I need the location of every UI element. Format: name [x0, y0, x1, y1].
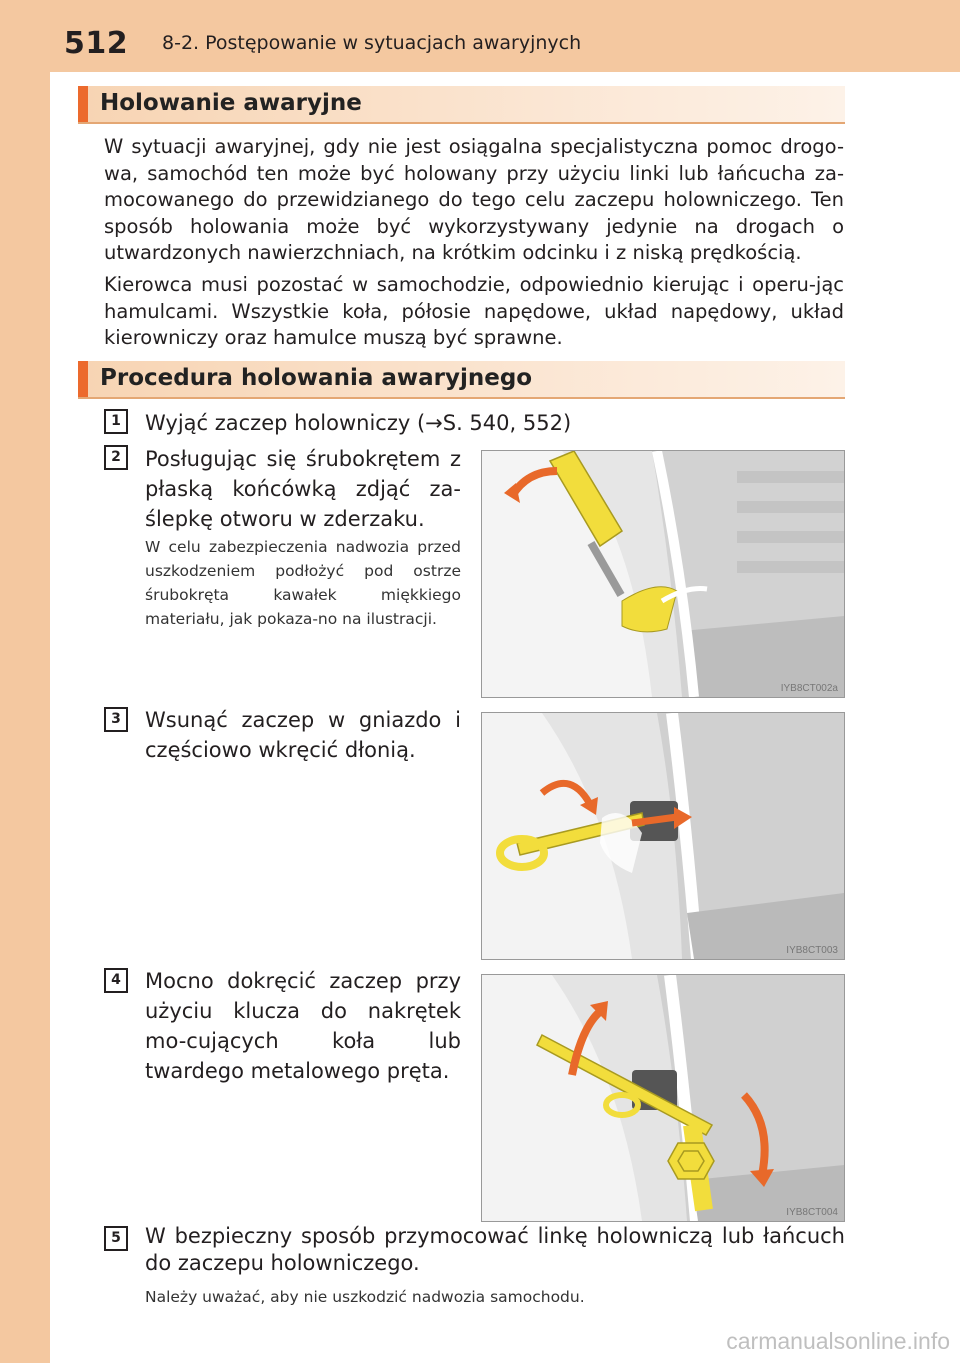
side-strip [0, 0, 50, 1363]
section-heading-procedura [78, 361, 845, 399]
step-5-text: W bezpieczny sposób przymocować linkę holowniczą lub łańcuch do zaczepu holowniczego. [145, 1224, 845, 1275]
figure-code: IYB8CT004 [786, 1207, 838, 1218]
step-5-note: Należy uważać, aby nie uszkodzić nadwozia samochodu. [145, 1288, 585, 1306]
step-number-badge: 2 [104, 445, 128, 470]
step-4-text: Mocno dokręcić zaczep przy użyciu klucza do nakrętek mo-cujących koła lub twardego metalowego pręta. [145, 969, 461, 1083]
step-3-text: Wsunąć zaczep w gniazdo i częściowo wkręcić dłonią. [145, 708, 461, 762]
section-accent [78, 361, 88, 397]
towing-hook-illustration [482, 713, 844, 959]
paragraph-driver: Kierowca musi pozostać w samochodzie, odpowiednio kierując i operu-jąc hamulcami. Wszystkie koła, półosie napędowe, układ napędowy, układ kierowniczy oraz hamulce muszą być sprawne. [104, 273, 844, 349]
figure-code: IYB8CT002a [780, 683, 838, 694]
paragraph-intro: W sytuacji awaryjnej, gdy nie jest osiągalna specjalistyczna pomoc drogo-wa, samochód ten może być holowany przy użyciu linki lub łańcucha za-mocowanego do przewidzianego do tego celu zaczepu holowniczego. Ten sposób holowania może być wykorzystywany jedynie na drogach o utwardzonych nawierzchniach, na krótkim odcinku i z niską prędkością. [104, 135, 844, 264]
step-number-badge: 3 [104, 707, 128, 732]
wrench-illustration [482, 975, 844, 1221]
section-title: Procedura holowania awaryjnego [100, 365, 533, 391]
step-2-text: Posługując się śrubokrętem z płaską końcówką zdjąć za-ślepkę otworu w zderzaku. [145, 447, 461, 531]
section-title: Holowanie awaryjne [100, 90, 362, 116]
step-number-badge: 1 [104, 409, 128, 434]
section-accent [78, 86, 88, 122]
step-2-note: W celu zabezpieczenia nadwozia przed uszkodzeniem podłożyć pod ostrze śrubokręta kawałek miękkiego materiału, jak pokaza-no na ilustracji. [145, 538, 461, 628]
screwdriver-illustration [482, 451, 844, 697]
page-number: 512 [64, 26, 129, 61]
chapter-title: 8-2. Postępowanie w sytuacjach awaryjnych [162, 32, 582, 54]
step-number-badge: 5 [104, 1226, 128, 1251]
step-number-badge: 4 [104, 968, 128, 993]
figure-code: IYB8CT003 [786, 945, 838, 956]
figure-remove-cover [481, 450, 845, 698]
step-1-text: Wyjąć zaczep holowniczy (→S. 540, 552) [145, 411, 572, 435]
section-heading-holowanie [78, 86, 845, 124]
watermark: carmanualsonline.info [726, 1328, 950, 1354]
figure-tighten-hook [481, 974, 845, 1222]
figure-insert-hook [481, 712, 845, 960]
